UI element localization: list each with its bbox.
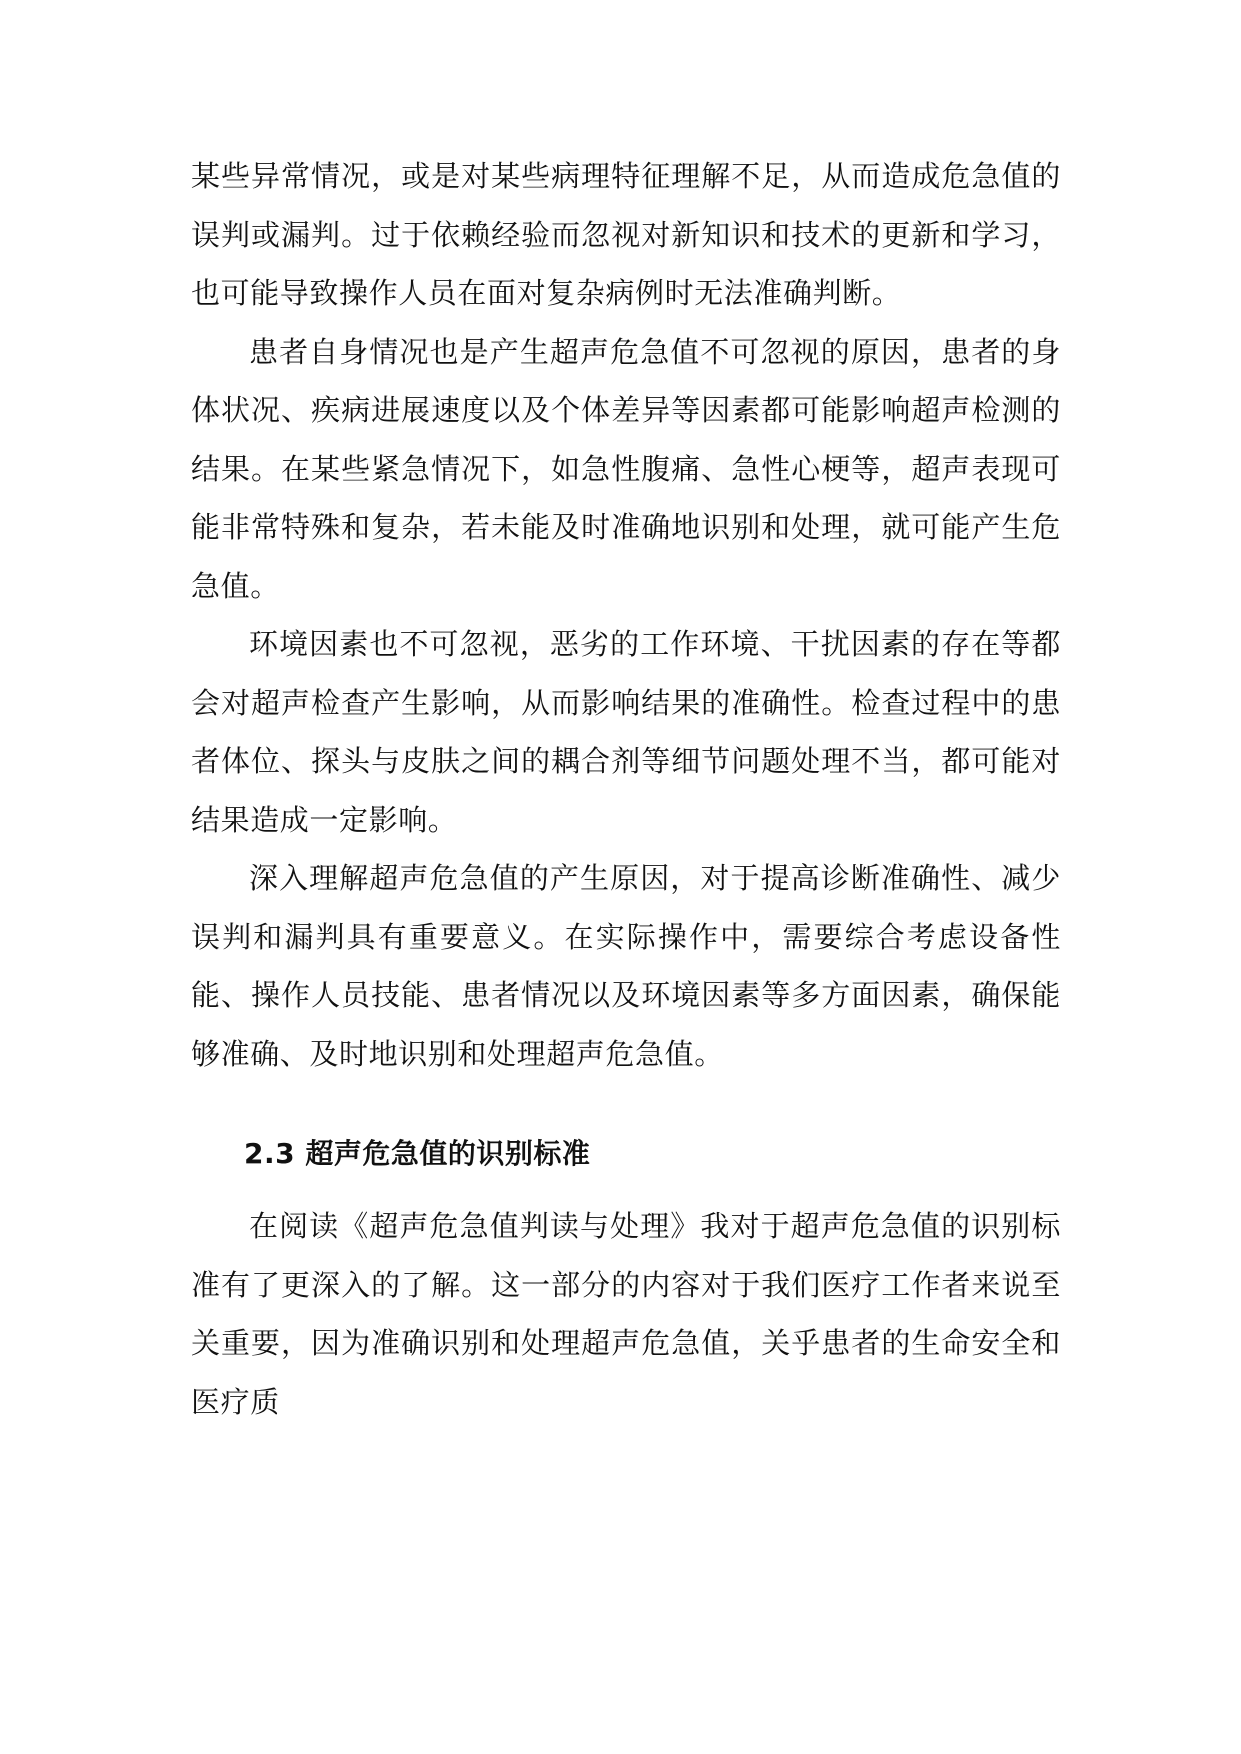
section-heading: 2.3 超声危急值的识别标准: [244, 1137, 591, 1170]
paragraph-patient-factors: 患者自身情况也是产生超声危急值不可忽视的原因，患者的身体状况、疾病进展速度以及个体差异等因素都可能影响超声检测的结果。在某些紧急情况下，如急性腹痛、急性心梗等，超声表现可能非常特殊和复杂，若未能及时准确地识别和处理，就可能产生危急值。: [191, 334, 1061, 603]
paragraph-identification-intro: 在阅读《超声危急值判读与处理》我对于超声危急值的识别标准有了更深入的了解。这一部分的内容对于我们医疗工作者来说至关重要，因为准确识别和处理超声危急值，关乎患者的生命安全和医疗质: [191, 1209, 1061, 1419]
paragraph-environment-factors: 环境因素也不可忽视，恶劣的工作环境、干扰因素的存在等都会对超声检查产生影响，从而影响结果的准确性。检查过程中的患者体位、探头与皮肤之间的耦合剂等细节问题处理不当，都可能对结果造成一定影响。: [191, 627, 1061, 837]
paragraph-summary: 深入理解超声危急值的产生原因，对于提高诊断准确性、减少误判和漏判具有重要意义。在实际操作中，需要综合考虑设备性能、操作人员技能、患者情况以及环境因素等多方面因素，确保能够准确、及时地识别和处理超声危急值。: [191, 861, 1061, 1071]
document-body: [191, 147, 1061, 1431]
paragraph-continuation: 某些异常情况，或是对某些病理特征理解不足，从而造成危急值的误判或漏判。过于依赖经验而忽视对新知识和技术的更新和学习，也可能导致操作人员在面对复杂病例时无法准确判断。: [191, 159, 1061, 310]
